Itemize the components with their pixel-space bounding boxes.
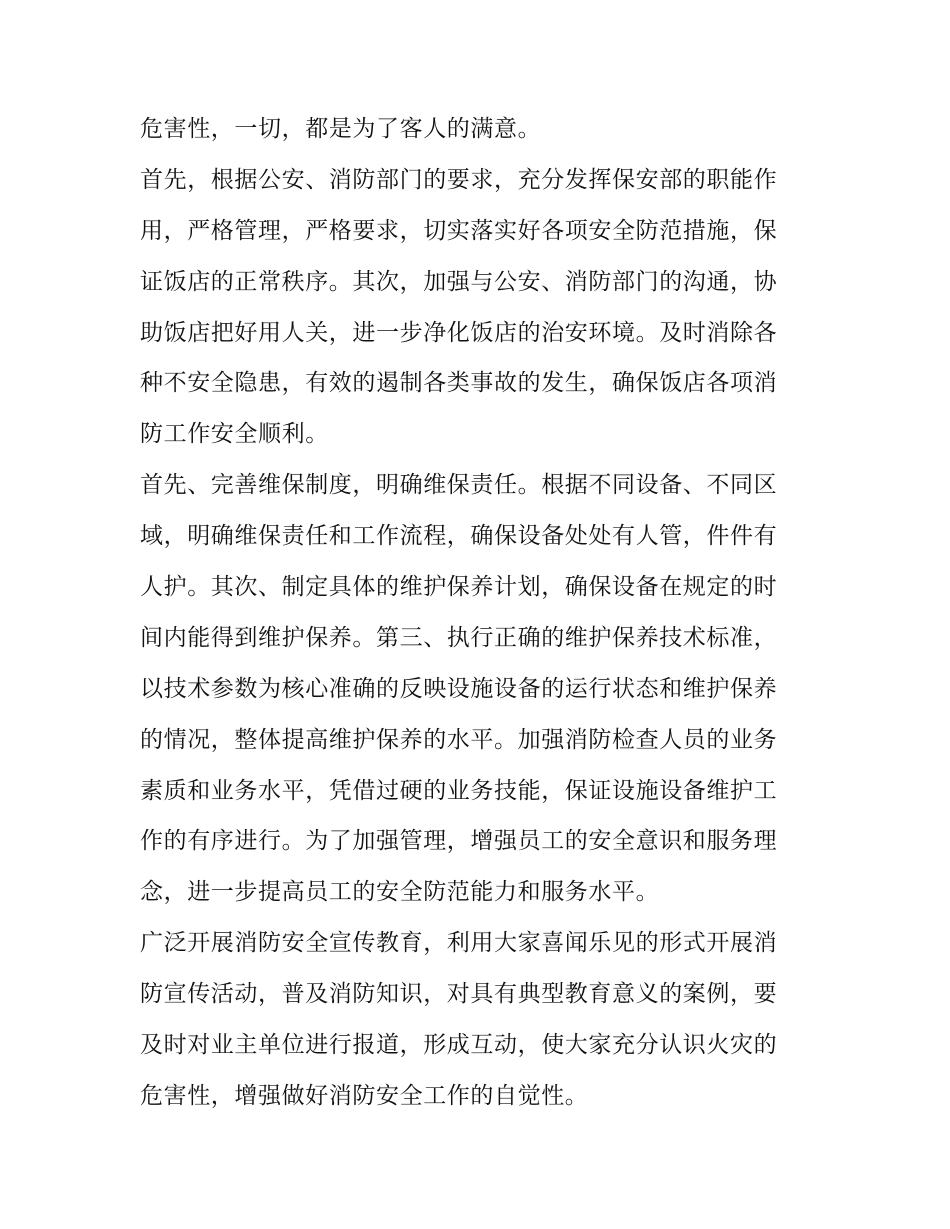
text-line: 素质和业务水平，凭借过硬的业务技能，保证设施设备维护工 — [140, 777, 778, 804]
body-text — [140, 104, 820, 1122]
text-line: 及时对业主单位进行报道，形成互动，使大家充分认识火灾的 — [140, 1032, 778, 1059]
text-line: 人护。其次、制定具体的维护保养计划，确保设备在规定的时 — [140, 574, 778, 601]
text-line: 用，严格管理，严格要求，切实落实好各项安全防范措施，保 — [140, 217, 778, 244]
text-line: 的情况，整体提高维护保养的水平。加强消防检查人员的业务 — [140, 726, 778, 753]
text-line: 作的有序进行。为了加强管理，增强员工的安全意识和服务理 — [140, 828, 778, 855]
text-line: 防工作安全顺利。 — [140, 421, 329, 448]
text-line: 助饭店把好用人关，进一步净化饭店的治安环境。及时消除各 — [140, 319, 778, 346]
text-line: 首先、完善维保制度，明确维保责任。根据不同设备、不同区 — [140, 472, 778, 499]
text-line: 首先，根据公安、消防部门的要求，充分发挥保安部的职能作 — [140, 166, 778, 193]
text-line: 间内能得到维护保养。第三、执行正确的维护保养技术标准， — [140, 624, 778, 651]
text-line: 危害性，增强做好消防安全工作的自觉性。 — [140, 1082, 589, 1109]
paragraph-1 — [140, 104, 820, 155]
paragraph-3 — [140, 460, 820, 918]
text-line: 念，进一步提高员工的安全防范能力和服务水平。 — [140, 879, 660, 906]
text-line: 危害性，一切，都是为了客人的满意。 — [140, 116, 542, 142]
text-line: 广泛开展消防安全宣传教育，利用大家喜闻乐见的形式开展消 — [140, 930, 778, 957]
text-line: 域，明确维保责任和工作流程，确保设备处处有人管，件件有 — [140, 523, 778, 550]
text-line: 以技术参数为核心准确的反映设施设备的运行状态和维护保养 — [140, 675, 778, 702]
text-line: 防宣传活动，普及消防知识，对具有典型教育意义的案例，要 — [140, 981, 778, 1008]
text-line: 证饭店的正常秩序。其次，加强与公安、消防部门的沟通，协 — [140, 268, 778, 295]
text-line: 种不安全隐患，有效的遏制各类事故的发生，确保饭店各项消 — [140, 370, 778, 397]
paragraph-2 — [140, 155, 820, 460]
paragraph-4 — [140, 918, 820, 1122]
